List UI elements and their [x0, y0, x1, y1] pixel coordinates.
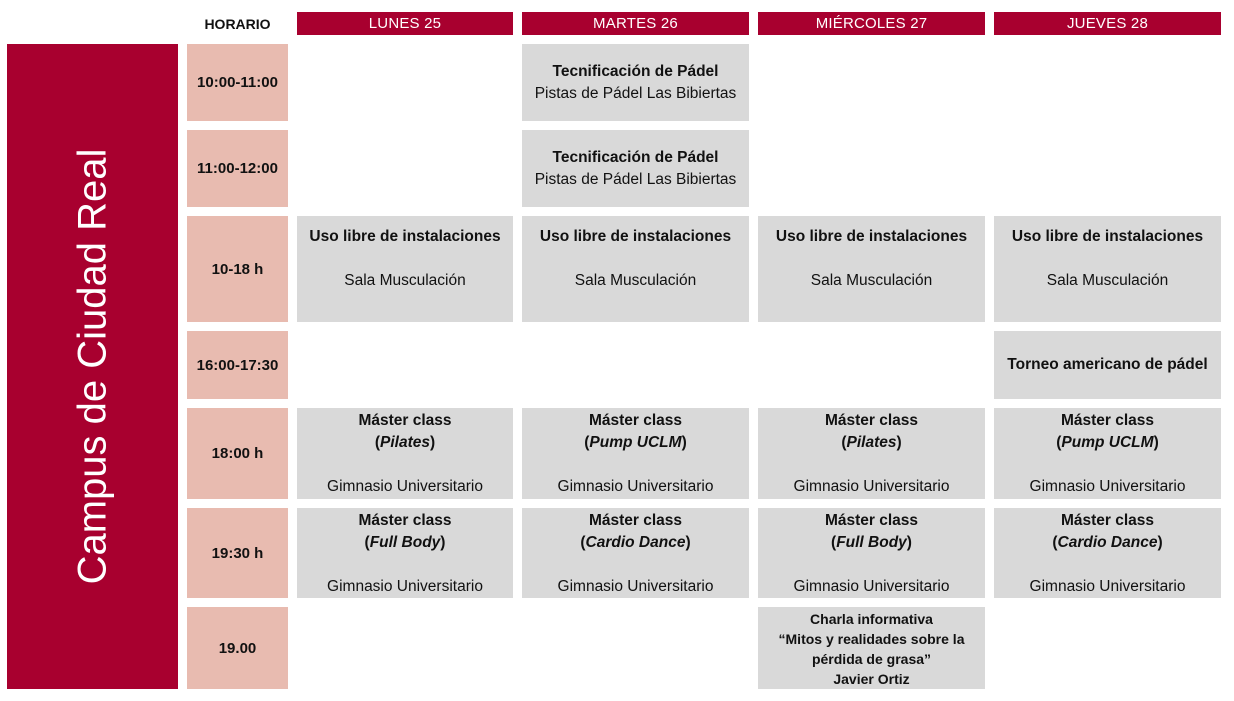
day-header-miercoles: MIÉRCOLES 27	[758, 12, 985, 35]
event-subtitle: (Pump UCLM)	[584, 434, 687, 451]
event-master-full-body	[297, 508, 513, 598]
time-cell: 16:00-17:30	[187, 331, 288, 399]
event-subtitle: (Full Body)	[831, 534, 912, 551]
charla-title: Charla informativa	[810, 611, 933, 627]
time-cell: 19:30 h	[187, 508, 288, 598]
event-charla	[758, 607, 985, 689]
time-cell: 10:00-11:00	[187, 44, 288, 121]
event-padel-1	[522, 44, 749, 121]
event-master-cardio	[522, 508, 749, 598]
event-subtitle: (Pilates)	[841, 434, 902, 451]
day-header-jueves: JUEVES 28	[994, 12, 1221, 35]
event-master-pump	[522, 408, 749, 499]
time-cell: 19.00	[187, 607, 288, 689]
charla-line: “Mitos y realidades sobre la	[778, 631, 965, 647]
event-place: Gimnasio Universitario	[557, 478, 714, 495]
horario-header: HORARIO	[204, 15, 271, 32]
event-master-pilates	[758, 408, 985, 499]
event-place: Gimnasio Universitario	[1029, 578, 1186, 595]
event-title: Máster class	[358, 412, 452, 429]
campus-label: Campus de Ciudad Real	[70, 148, 114, 585]
event-place: Sala Musculación	[810, 272, 933, 289]
event-uso-libre	[994, 216, 1221, 322]
event-place: Sala Musculación	[344, 272, 466, 289]
event-place: Sala Musculación	[574, 272, 697, 289]
event-title: Uso libre de instalaciones	[1011, 228, 1204, 245]
event-torneo	[994, 331, 1221, 399]
charla-speaker: Javier Ortiz	[833, 671, 910, 687]
event-master-pump	[994, 408, 1221, 499]
event-master-pilates	[297, 408, 513, 499]
time-cell: 18:00 h	[187, 408, 288, 499]
time-cell: 11:00-12:00	[187, 130, 288, 207]
event-place: Gimnasio Universitario	[793, 578, 950, 595]
event-title: Máster class	[824, 412, 919, 429]
event-master-full-body	[758, 508, 985, 598]
event-subtitle: (Pump UCLM)	[1056, 434, 1159, 451]
event-title: Torneo americano de pádel	[1007, 356, 1208, 373]
event-title: Tecnificación de Pádel	[552, 148, 719, 166]
charla-line: pérdida de grasa”	[811, 651, 932, 667]
event-place: Sala Musculación	[1046, 272, 1169, 289]
event-title: Máster class	[824, 512, 919, 529]
event-subtitle: (Cardio Dance)	[1052, 534, 1163, 551]
event-title: Uso libre de instalaciones	[309, 228, 501, 245]
event-place: Pistas de Pádel Las Bibiertas	[534, 84, 737, 102]
event-subtitle: (Pilates)	[374, 434, 436, 451]
event-title: Máster class	[588, 512, 683, 529]
event-place: Gimnasio Universitario	[557, 578, 714, 595]
event-title: Máster class	[1060, 412, 1155, 429]
event-subtitle: (Full Body)	[364, 534, 446, 551]
campus-bar	[7, 44, 178, 689]
event-uso-libre	[297, 216, 513, 322]
event-uso-libre	[522, 216, 749, 322]
event-title: Uso libre de instalaciones	[775, 228, 968, 245]
time-cell: 10-18 h	[187, 216, 288, 322]
event-title: Uso libre de instalaciones	[539, 228, 732, 245]
event-place: Gimnasio Universitario	[327, 478, 483, 495]
day-header-martes: MARTES 26	[522, 12, 749, 35]
event-place: Gimnasio Universitario	[1029, 478, 1186, 495]
event-title: Máster class	[588, 412, 683, 429]
event-subtitle: (Cardio Dance)	[580, 534, 691, 551]
event-place: Gimnasio Universitario	[793, 478, 950, 495]
event-title: Tecnificación de Pádel	[552, 62, 719, 80]
event-title: Máster class	[1060, 512, 1155, 529]
event-uso-libre	[758, 216, 985, 322]
event-title: Máster class	[358, 512, 452, 529]
event-master-cardio	[994, 508, 1221, 598]
event-padel-2	[522, 130, 749, 207]
event-place: Gimnasio Universitario	[327, 578, 483, 595]
day-header-lunes: LUNES 25	[297, 12, 513, 35]
event-place: Pistas de Pádel Las Bibiertas	[534, 170, 737, 188]
